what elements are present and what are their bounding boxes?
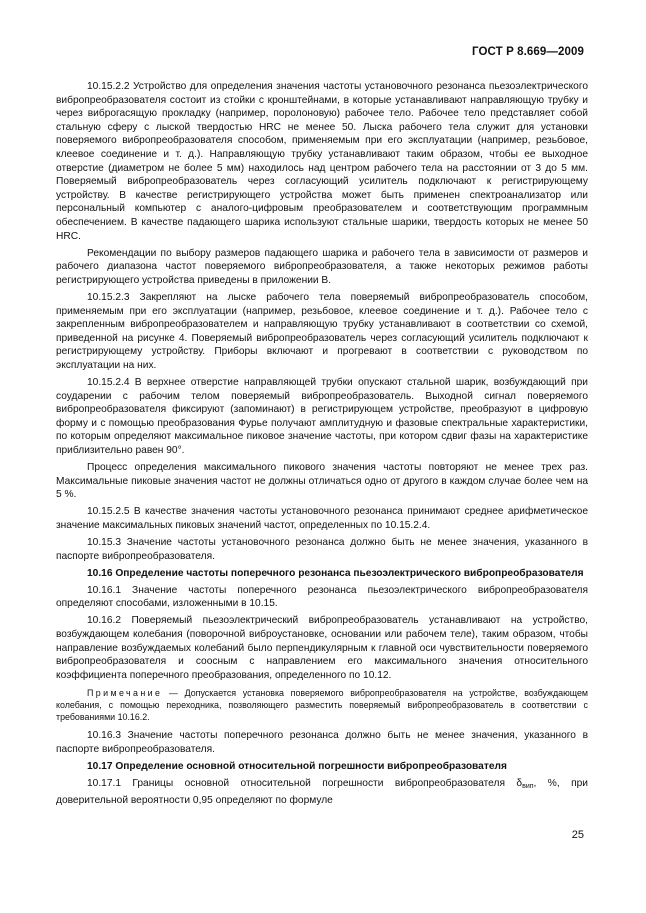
- paragraph-10-16-3: 10.16.3 Значение частоты поперечного резонанса должно быть не менее значения, указанного в паспорте вибропреобразователя.: [56, 730, 588, 755]
- section-heading-10-16: 10.16 Определение частоты поперечного резонанса пьезоэлектрического вибропреобразователя: [87, 567, 584, 579]
- page-body: [56, 80, 588, 811]
- section-heading-10-17: 10.17 Определение основной относительной погрешности вибропреобразователя: [87, 760, 507, 772]
- paragraph-recommendations: Рекомендации по выбору размеров падающего шарика и рабочего тела в зависимости от размеров и рабочего диапазона частот поверяемого вибропреобразователя, а также некоторых режимов работы регистрирующего устройства приведены в приложении В.: [56, 247, 588, 286]
- paragraph-10-16-2: 10.16.2 Поверяемый пьезоэлектрический вибропреобразователь устанавливают на устройство, возбуждающем колебания (поворочной виброустановке, основании или рабочем теле), таким образом, чтобы направление возбуждаемых колебаний было перпендикулярным к главной оси чувствительности поверяемого вибропреобразователя и соосным с направлением его максимального значения относительного коэффициента поперечного преобразования, определенного по 10.12.: [56, 615, 588, 681]
- delta-symbol: δ: [516, 778, 523, 789]
- paragraph-10-16-1: 10.16.1 Значение частоты поперечного резонанса пьезоэлектрического вибропреобразователя определяют способами, изложенными в 10.15.: [56, 584, 588, 610]
- note-label: Примечание: [87, 688, 163, 699]
- paragraph-10-15-2-3: 10.15.2.3 Закрепляют на лыске рабочего тела поверяемый вибропреобразователь способом, применяемым при его эксплуатации (например, резьбовое, клеевое соединение и т. д.). Рабочее тело с закрепленным вибропреобразователем и направляющую трубку устанавливают в соответствии со схемой, приведенной на рисунке 4. Поверяемый вибропреобразователь через согласующий усилитель подключают к регистрирующему устройству. Приборы включают и прогревают в соответствии с руководством по эксплуатации на них.: [56, 291, 588, 371]
- paragraph-10-17-1-end: , %, при доверительной вероятности 0,95 определяют по формуле: [56, 778, 588, 806]
- paragraph-10-15-3: 10.15.3 Значение частоты установочного резонанса должно быть не менее значения, указанного в паспорте вибропреобразователя.: [56, 537, 588, 562]
- note-text: — Допускается установка поверяемого вибропреобразователя на устройстве, возбуждающем колебания, с помощью переходника, позволяющего разместить поверяемый вибропреобразователь в соответствии с требованиями 10.16.2.: [56, 688, 588, 722]
- paragraph-10-17-1: [56, 777, 588, 807]
- standard-header: ГОСТ Р 8.669—2009: [472, 46, 584, 58]
- paragraph-10-17-1-start: 10.17.1 Границы основной относительной погрешности вибропреобразователя: [87, 778, 517, 789]
- paragraph-10-15-2-5: 10.15.2.5 В качестве значения частоты установочного резонанса принимают среднее арифметическое значение максимальных пиковых значений частот, определенных по 10.15.2.4.: [56, 506, 588, 531]
- note: [56, 688, 588, 723]
- paragraph-repeat-process: Процесс определения максимального пикового значения частоты повторяют не менее трех раз. Максимальные пиковые значения частот не должны отличаться одно от другого в каждом случае более чем на 5 %.: [56, 462, 588, 501]
- delta-subscript: вип: [522, 783, 534, 790]
- page-number: 25: [571, 829, 584, 841]
- paragraph-10-15-2-2: 10.15.2.2 Устройство для определения значения частоты установочного резонанса пьезоэлектрического вибропреобразователя состоит из стойки с кронштейнами, в которые устанавливают направляющую трубку и через виброгасящую прокладку (например, поролоновую) рабочее тело. Рабочее тело представляет собой стальную сферу с лыской твердостью HRC не менее 50. Лыска рабочего тела служит для установки поверяемого вибропреобразователя способом, применяемым при его эксплуатации (например, резьбовое, клеевое соединение и т. д.). Направляющую трубку устанавливают таким образом, чтобы ее выходное отверстие (диаметром не более 5 мм) находилось над центром рабочего тела на расстоянии от 3 до 5 мм. Поверяемый вибропреобразователь через согласующий усилитель подключают к регистрирующему устройству. В качестве регистрирующего устройства может быть применен спектроанализатор или персональный компьютер с аналого-цифровым преобразователем и соответствующим программным обеспечением. В качестве падающего шарика используют стальные шарики, твердость которых не менее 50 HRC.: [56, 81, 588, 242]
- paragraph-10-15-2-4: 10.15.2.4 В верхнее отверстие направляющей трубки опускают стальной шарик, возбуждающий при соударении с рабочим телом поверяемый вибропреобразователь. Выходной сигнал поверяемого вибропреобразователя фиксируют (запоминают) в регистрирующем устройстве, преобразуют в цифровую форму и с помощью преобразования Фурье получают амплитудную и фазовые спектральные характеристики, по которым определяют максимальное пиковое значение частоты, при котором сдвиг фазы на характеристике приблизительно равен 90°.: [56, 376, 588, 456]
